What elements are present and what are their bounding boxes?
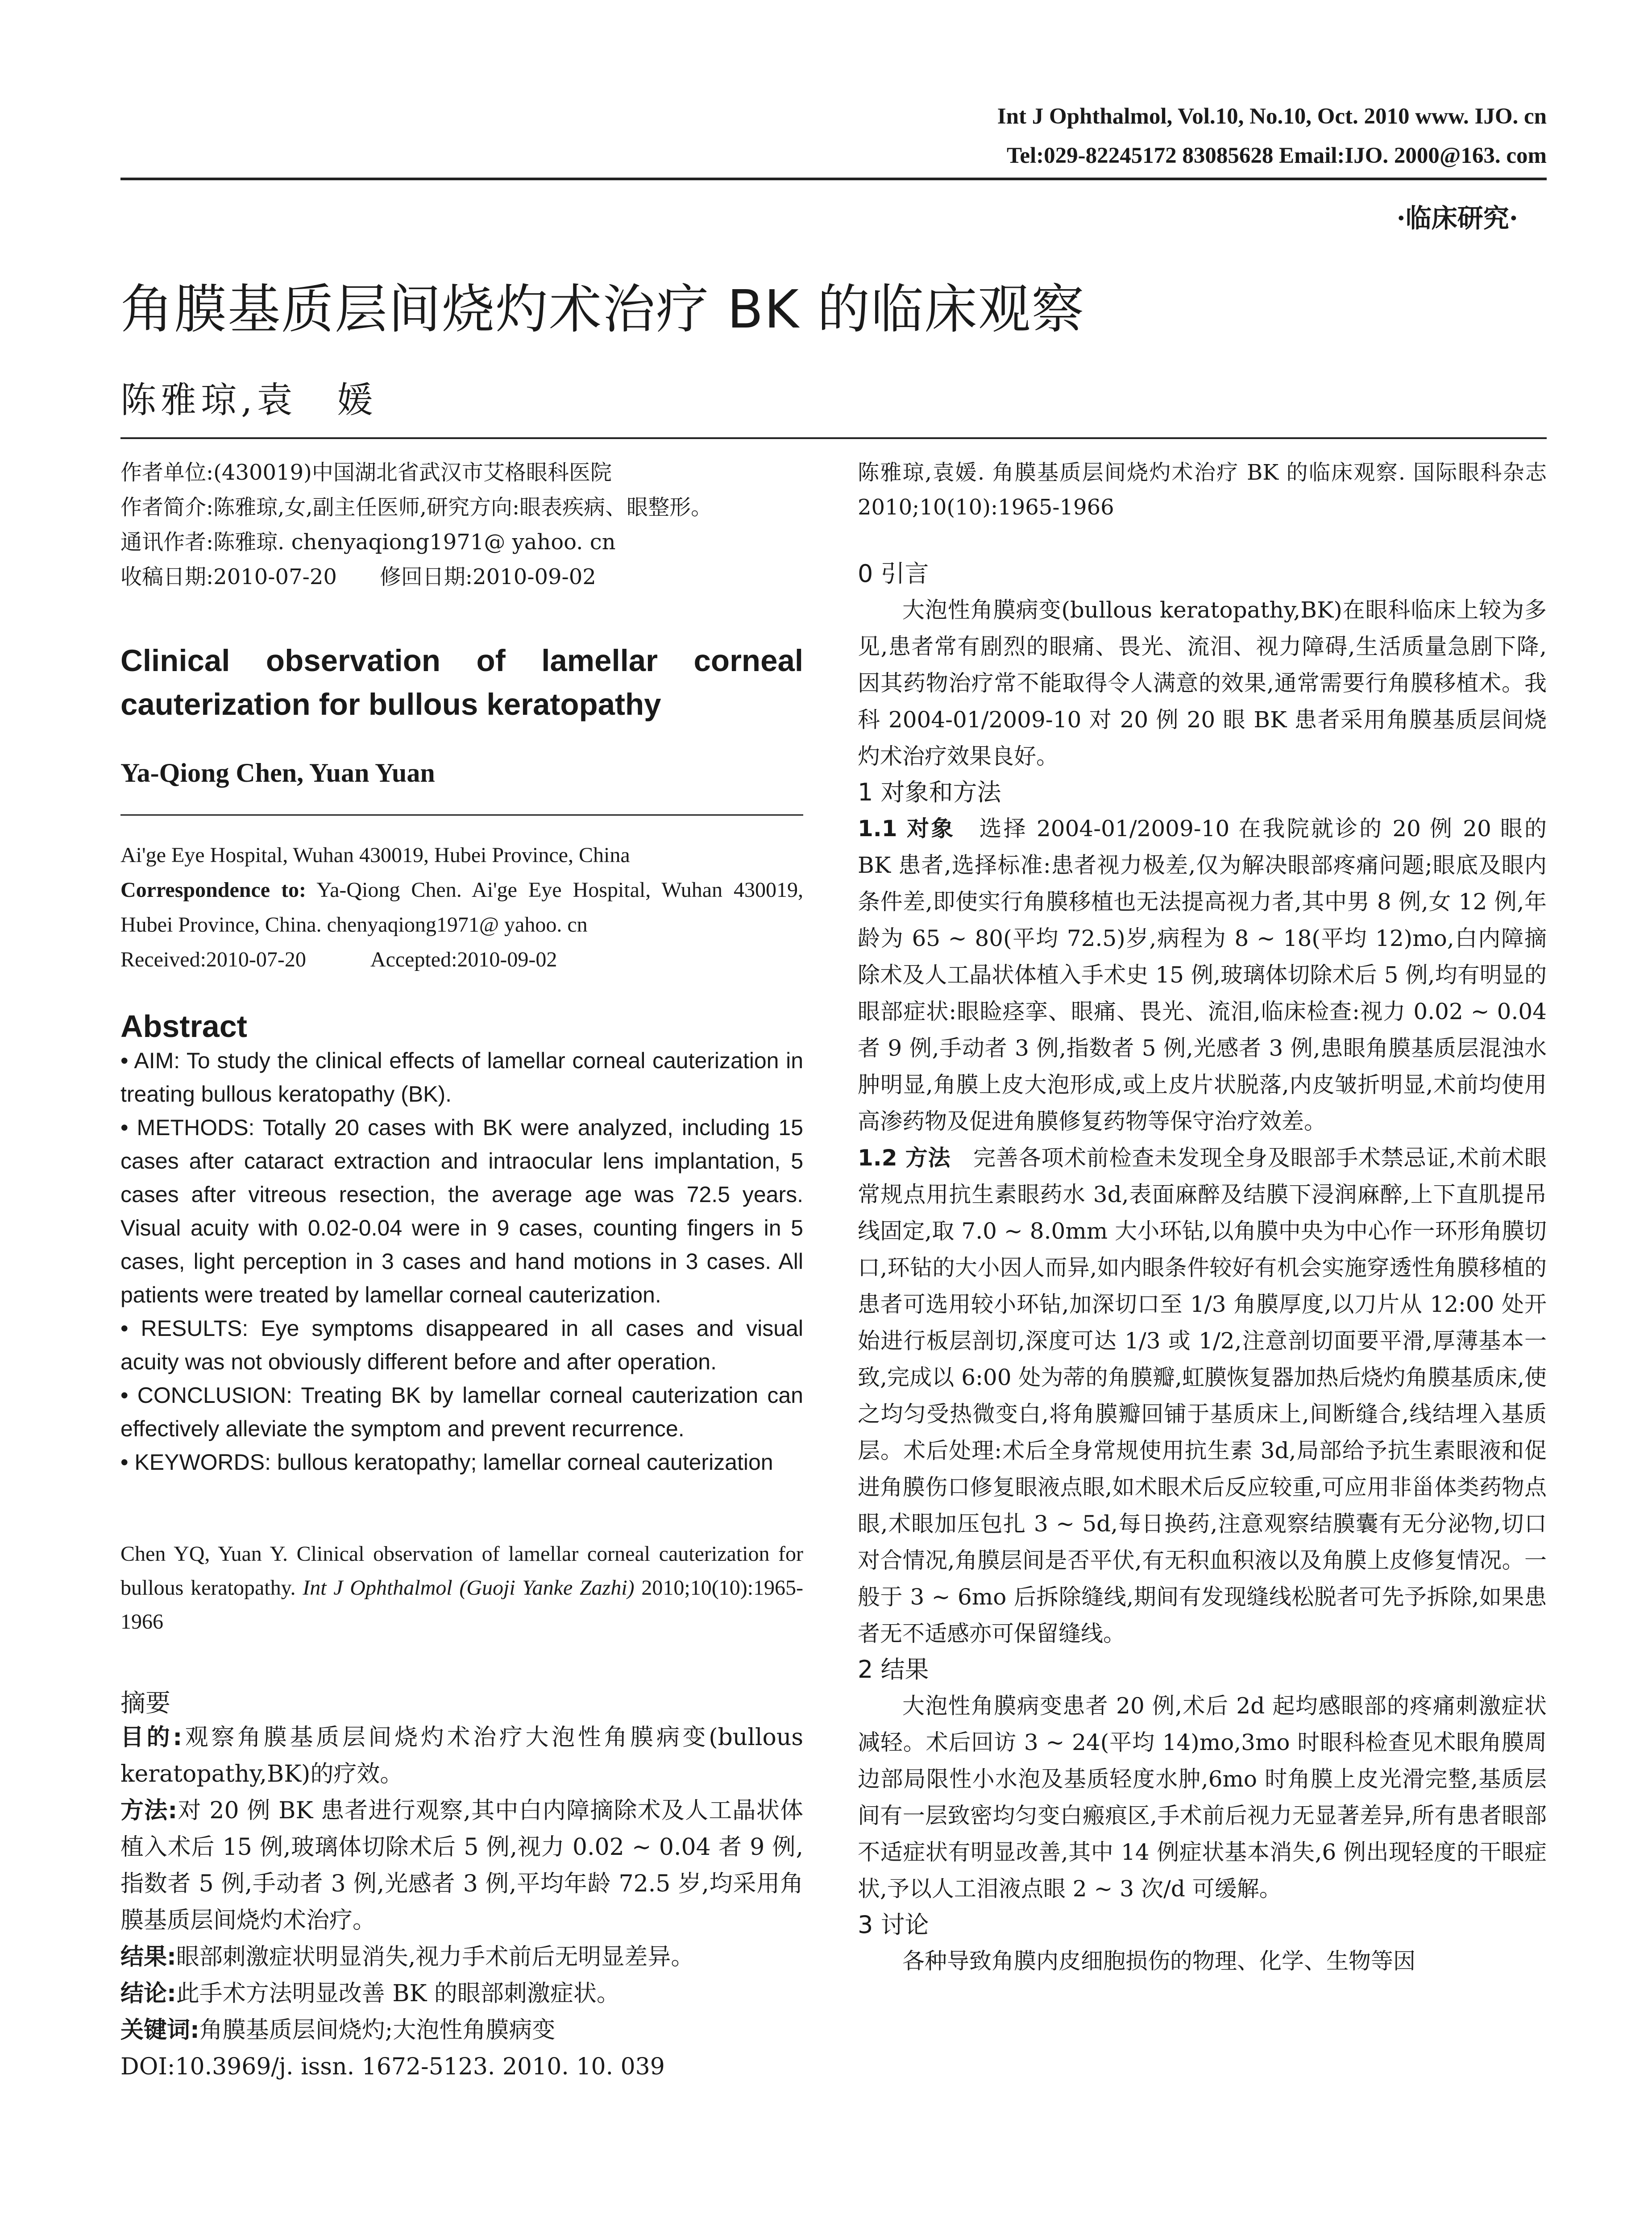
section-0-text: 大泡性角膜病变(bullous keratopathy,BK)在眼科临床上较为多见,患者常有剧烈的眼痛、畏光、流泪、视力障碍,生活质量急剧下降,因其药物治疗常不能取得令人满意的效果,通常需要行角膜移植术。我科 2004-01/2009-10 对 20 例 20 眼 BK 患者采用角膜基质层间烧灼术治疗效果良好。: [858, 597, 1547, 769]
abstract-cn-objective: [120, 1719, 803, 1792]
abstract-cn-objective-label: 目的:: [120, 1724, 183, 1751]
abstract-conclusion: • CONCLUSION: Treating BK by lamellar corneal cauterization can effectively alleviate the symptom and prevent recurrence.: [120, 1383, 803, 1441]
author-info: [120, 455, 803, 594]
section-2-heading: 2 结果: [858, 1655, 929, 1684]
affiliation-en: Ai'ge Eye Hospital, Wuhan 430019, Hubei Province, China: [120, 843, 630, 867]
section-3-heading: 3 讨论: [858, 1911, 929, 1939]
section-1-1-text: 选择 2004-01/2009-10 在我院就诊的 20 例 20 眼的 BK 患者,选择标准:患者视力极差,仅为解决眼部疼痛问题;眼底及眼内条件差,即使实行角膜移植也无法提高视力者,其中男 8 例,女 12 例,年龄为 65 ~ 80(平均 72.5)岁,病程为 8 ~ 18(平均 12)mo,白内障摘除术及人工晶状体植入手术史 15 例,玻璃体切除术后 5 例,均有明显的眼部症状:眼睑痉挛、眼痛、畏光、流泪,临床检查:视力 0.02 ~ 0.04 者 9 例,手动者 3 例,指数者 5 例,光感者 3 例,患眼角膜基质层混浊水肿明显,角膜上皮大泡形成,或上皮片状脱落,内皮皱折明显,术前均使用高渗药物及促进角膜修复药物等保守治疗效差。: [858, 816, 1547, 1134]
title-rule: [120, 437, 1547, 439]
abstract-cn-keywords-label: 关键词:: [120, 2017, 199, 2044]
section-3-text: 各种导致角膜内皮细胞损伤的物理、化学、生物等因: [902, 1948, 1415, 1974]
abstract-methods: • METHODS: Totally 20 cases with BK were analyzed, including 15 cases after cataract extraction and intraocular lens implantation, 5 cases after vitreous resection, the average age was 72.5 years. Visual acuity with 0.02-0.04 were in 9 cases, counting fingers in 5 cases, light perception in 3 cases and hand motions in 3 cases. All patients were treated by lamellar corneal cauterization.: [120, 1115, 803, 1307]
citation-en-volume: 2010;10(10):1965-1966: [120, 1576, 804, 1634]
section-1-1-label: 1.1 对象: [858, 816, 955, 842]
header-rule: [120, 178, 1547, 180]
abstract-aim: • AIM: To study the clinical effects of lamellar corneal cauterization in treating bullous keratopathy (BK).: [120, 1048, 803, 1107]
right-column: [858, 455, 1547, 1979]
abstract-cn: [120, 1719, 803, 2085]
received-accepted-en: Received:2010-07-20 Accepted:2010-09-02: [120, 948, 557, 971]
section-1-2: [858, 1140, 1547, 1652]
correspondence-en: [120, 873, 803, 942]
citation-en-journal: Int J Ophthalmol (Guoji Yanke Zazhi): [303, 1576, 635, 1600]
journal-header-info: Int J Ophthalmol, Vol.10, No.10, Oct. 2010 www. IJO. cn: [997, 104, 1547, 129]
section-1-1: [858, 810, 1547, 1140]
section-1-2-label: 1.2 方法: [858, 1145, 951, 1171]
section-tag: ·临床研究·: [1396, 203, 1518, 233]
section-0-heading: 0 引言: [858, 560, 929, 588]
journal-contact-info: Tel:029-82245172 83085628 Email:IJO. 2000@163. com: [1006, 143, 1547, 168]
citation-en-authors-title: Chen YQ, Yuan Y. Clinical observation of lamellar corneal cauterization for bullous keratopathy.: [120, 1542, 803, 1600]
correspondence-text: Ya-Qiong Chen. Ai'ge Eye Hospital, Wuhan 430019, Hubei Province, China. chenyaqiong1971@ yahoo. cn: [120, 878, 804, 937]
abstract-cn-conclusion-text: 此手术方法明显改善 BK 的眼部刺激症状。: [176, 1980, 620, 2007]
section-1-heading: 1 对象和方法: [858, 778, 1001, 806]
section-1-2-text: 完善各项术前检查未发现全身及眼部手术禁忌证,术前术眼常规点用抗生素眼药水 3d,表面麻醉及结膜下浸润麻醉,上下直肌提吊线固定,取 7.0 ~ 8.0mm 大小环钻,以角膜中央为中心作一环形角膜切口,环钻的大小因人而异,如内眼条件较好有机会实施穿透性角膜移植的患者可选用较小环钻,加深切口至 1/3 角膜厚度,以刀片从 12:00 处开始进行板层剖切,深度可达 1/3 或 1/2,注意剖切面要平滑,厚薄基本一致,完成以 6:00 处为蒂的角膜瓣,虹膜恢复器加热后烧灼角膜基质床,使之均匀受热微变白,将角膜瓣回铺于基质床上,间断缝合,线结埋入基质层。术后处理:术后全身常规使用抗生素 3d,局部给予抗生素眼液和促进角膜伤口修复眼液点眼,如术眼术后反应较重,可应用非甾体类药物点眼,术眼加压包扎 3 ~ 5d,每日换药,注意观察结膜囊有无分泌物,切口对合情况,角膜层间是否平伏,有无积血积液以及角膜上皮修复情况。一般于 3 ~ 6mo 后拆除缝线,期间有发现缝线松脱者可先予拆除,如果患者无不适感亦可保留缝线。: [858, 1145, 1547, 1646]
abstract-results: • RESULTS: Eye symptoms disappeared in all cases and visual acuity was not obviously different before and after operation.: [120, 1316, 803, 1374]
abstract-cn-methods: [120, 1792, 803, 1939]
abstract-en: [120, 1044, 803, 1479]
author-affiliation-cn: 作者单位:(430019)中国湖北省武汉市艾格眼科医院: [120, 460, 612, 485]
abstract-heading-cn: 摘要: [120, 1689, 170, 1718]
citation-cn: 陈雅琼,袁媛. 角膜基质层间烧灼术治疗 BK 的临床观察. 国际眼科杂志 2010;10(10):1965-1966: [858, 460, 1547, 520]
abstract-cn-conclusion: [120, 1975, 803, 2012]
authors-en: Ya-Qiong Chen, Yuan Yuan: [120, 758, 435, 788]
article-title-en: Clinical observation of lamellar corneal cauterization for bullous keratopathy: [120, 643, 803, 722]
doi: DOI:10.3969/j. issn. 1672-5123. 2010. 10. 039: [120, 2053, 665, 2080]
abstract-cn-methods-label: 方法:: [120, 1797, 178, 1824]
article-title-cn: 角膜基质层间烧灼术治疗 BK 的临床观察: [120, 278, 1085, 340]
abstract-cn-methods-text: 对 20 例 BK 患者进行观察,其中白内障摘除术及人工晶状体植入术后 15 例,玻璃体切除术后 5 例,视力 0.02 ~ 0.04 者 9 例,指数者 5 例,手动者 3 例,光感者 3 例,平均年龄 72.5 岁,均采用角膜基质层间烧灼术治疗。: [120, 1797, 803, 1934]
abstract-cn-keywords: [120, 2012, 803, 2049]
authors-cn: 陈雅琼,袁 媛: [120, 379, 378, 421]
correspondence-label: Correspondence to:: [120, 878, 307, 902]
left-column: [120, 455, 803, 2085]
abstract-keywords: • KEYWORDS: bullous keratopathy; lamellar corneal cauterization: [120, 1450, 773, 1475]
abstract-cn-results-text: 眼部刺激症状明显消失,视力手术前后无明显差异。: [176, 1944, 694, 1970]
abstract-cn-objective-text: 观察角膜基质层间烧灼术治疗大泡性角膜病变(bullous keratopathy,BK)的疗效。: [120, 1724, 804, 1787]
abstract-cn-conclusion-label: 结论:: [120, 1980, 176, 2007]
abstract-cn-results: [120, 1939, 803, 1975]
section-2-text: 大泡性角膜病变患者 20 例,术后 2d 起均感眼部的疼痛刺激症状减轻。术后回访 3 ~ 24(平均 14)mo,3mo 时眼科检查见术眼角膜周边部局限性小水泡及基质轻度水肿,6mo 时角膜上皮光滑完整,基质层间有一层致密均匀变白瘢痕区,手术前后视力无显著差异,所有患者眼部不适症状有明显改善,其中 14 例症状基本消失,6 例出现轻度的干眼症状,予以人工泪液点眼 2 ~ 3 次/d 可缓解。: [858, 1693, 1547, 1902]
corresponding-author-cn: 通讯作者:陈雅琼. chenyaqiong1971@ yahoo. cn: [120, 530, 616, 555]
abstract-cn-keywords-text: 角膜基质层间烧灼;大泡性角膜病变: [199, 2017, 556, 2044]
author-bio-cn: 作者简介:陈雅琼,女,副主任医师,研究方向:眼表疾病、眼整形。: [120, 495, 713, 520]
received-dates-cn: 收稿日期:2010-07-20 修回日期:2010-09-02: [120, 564, 596, 589]
abstract-cn-results-label: 结果:: [120, 1944, 176, 1970]
citation-en: [120, 1537, 803, 1639]
abstract-heading: Abstract: [120, 1009, 247, 1044]
